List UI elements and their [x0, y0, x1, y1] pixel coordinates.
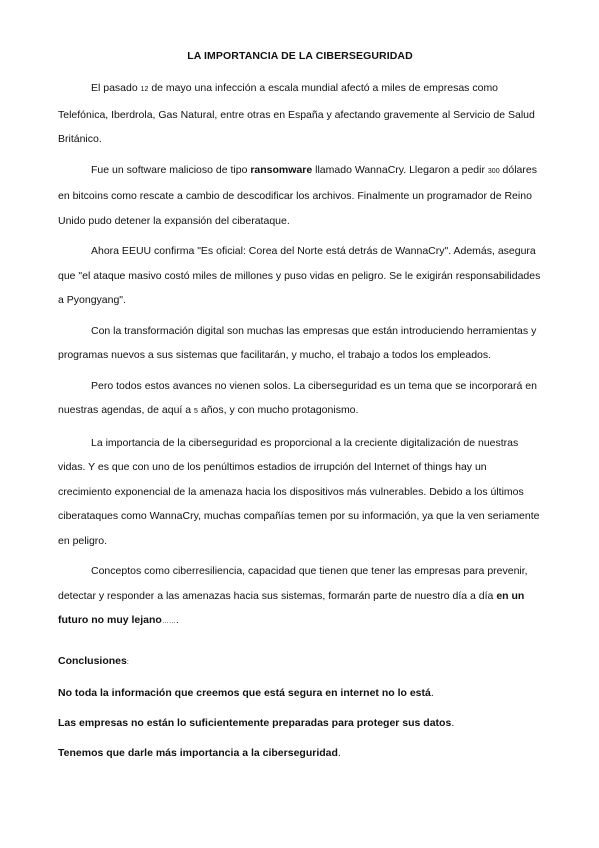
paragraph-7: [58, 559, 542, 635]
conclusion-item-1-text: No toda la información que creemos que está segura en internet no lo está: [58, 686, 431, 699]
paragraph-4: Con la transformación digital son muchas las empresas que están introduciendo herramientas y programas nuevos a sus sistemas que facilitarán, y mucho, el trabajo a todos los empleados.: [58, 324, 537, 361]
paragraph-7-end: .: [175, 614, 179, 626]
conclusion-item-3-text: Tenemos que darle más importancia a la ciberseguridad: [58, 746, 338, 759]
paragraph-1-text-b: de mayo una infección a escala mundial afectó a miles de empresas como Telefónica, Iberdrola, Gas Natural, entre otras en España y afectando gravemente al Servicio de Salud Británico.: [58, 82, 535, 145]
paragraph-2-text-a: Fue un software malicioso de tipo: [91, 163, 251, 176]
document-title: LA IMPORTANCIA DE LA CIBERSEGURIDAD: [187, 50, 413, 62]
paragraph-2: [58, 158, 542, 234]
paragraph-1-number: 12: [140, 86, 149, 93]
conclusion-item-2-text: Las empresas no están lo suficientemente preparadas para proteger sus datos: [58, 716, 452, 729]
paragraph-7-bold-phrase: en un futuro no muy lejano: [58, 589, 525, 626]
section-spacer: [58, 641, 542, 653]
paragraph-3: Ahora EEUU confirma "Es oficial: Corea del Norte está detrás de WannaCry". Además, asegura que "el ataque masivo costó miles de millones y puso vidas en peligro. Se le exigirán responsabilidades a Pyongyang".: [58, 245, 541, 306]
paragraph-6: La importancia de la ciberseguridad es proporcional a la creciente digitalización de nuestras vidas. Y es que con uno de los penúltimos estadios de irrupción del Internet of things hay un crecimiento exponencial de la amenaza hacia los dispositivos más vulnerables. Debido a los últimos ciberataques como WannaCry, muchas compañías temen por su información, ya que la ven seriamente en peligro.: [58, 436, 540, 547]
paragraph-2-text-c: dólares en bitcoins como rescate a cambio de descodificar los archivos. Finalmente un programador de Reino Unido pudo detener la expansión del ciberataque.: [58, 163, 537, 227]
paragraph-5: [58, 374, 542, 425]
paragraph-2-bold-term: ransomware: [250, 163, 313, 176]
conclusions-heading: [58, 653, 542, 671]
paragraph-5-text-a: Pero todos estos avances no vienen solos. La ciberseguridad es un tema que se incorporará en nuestras agendas, de aquí a: [58, 379, 537, 416]
conclusion-item: [58, 715, 542, 731]
conclusions-title: Conclusiones: [58, 654, 127, 667]
paragraph-7-text-a: Conceptos como ciberresiliencia, capacidad que tienen que tener las empresas para prevenir, detectar y responder a las amenazas hacia sus sistemas, formarán parte de nuestro día a día: [58, 565, 528, 602]
paragraph-1-text-a: El pasado: [91, 82, 141, 94]
conclusions-colon: :: [126, 658, 129, 666]
paragraph-2-text-b: llamado WannaCry. Llegaron a pedir: [312, 163, 488, 176]
conclusion-item-1-end: .: [430, 686, 434, 699]
paragraph-1: [58, 76, 542, 152]
paragraph-5-text-b: años, y con mucho protagonismo.: [197, 404, 359, 416]
paragraph-7-ellipsis: ……: [161, 618, 176, 625]
document-content: [58, 48, 542, 775]
conclusion-item-2-end: .: [451, 716, 455, 729]
conclusion-item: [58, 745, 542, 761]
paragraph-2-number: 300: [487, 167, 500, 175]
conclusion-item-3-end: .: [337, 746, 341, 759]
conclusion-item: [58, 685, 542, 701]
paragraph-5-number: 5: [194, 408, 198, 415]
